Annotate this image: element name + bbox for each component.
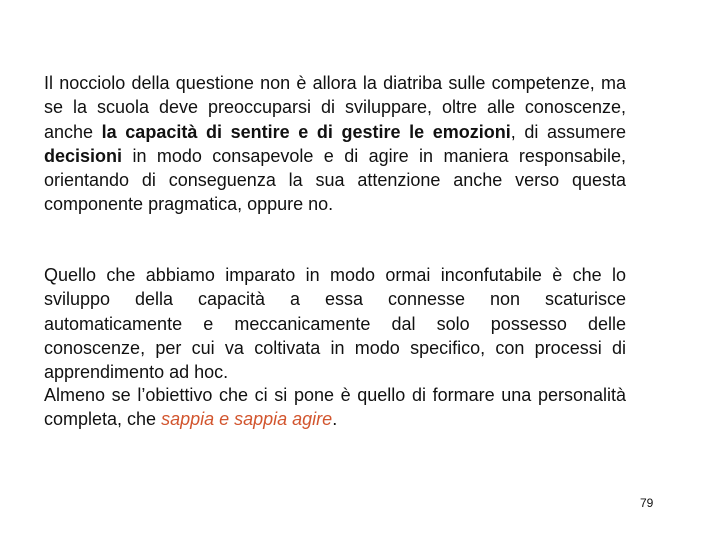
emphasis-decisions: decisioni (44, 145, 123, 166)
paragraph-apprendimento: Quello che abbiamo imparato in modo ormai inconfutabile è che lo sviluppo della capacità a essa connesse non scaturisce automaticamente e meccanicamente dal solo possesso delle conoscenze, per cui va coltivata in modo specifico, con processi di apprendimento ad hoc. (44, 265, 626, 383)
paragraph-1-text-middle: , di assumere (510, 121, 627, 142)
paragraph-1-text-end: in modo consapevole e di agire in maniera responsabile, orientando di conseguenza la sua attenzione anche verso questa componente pragmatica, oppure no. (44, 145, 626, 215)
page-number: 79 (640, 496, 654, 510)
paragraph-competenze (44, 71, 626, 217)
emphasis-emotions: la capacità di sentire e di gestire le emozioni (101, 121, 511, 142)
paragraph-3-text-start: Almeno se l’obiettivo che ci si pone è quello di formare una personalità completa, che (44, 385, 626, 430)
paragraph-personalita (44, 383, 626, 432)
highlight-sappia-agire: sappia e sappia agire (161, 409, 333, 430)
paragraph-3-text-end: . (332, 409, 338, 430)
paragraph-1-text-start: Il nocciolo della questione non è allora la diatriba sulle competenze, ma se la scuola deve preoccuparsi di sviluppare, oltre alle conoscenze, anche (44, 73, 626, 142)
